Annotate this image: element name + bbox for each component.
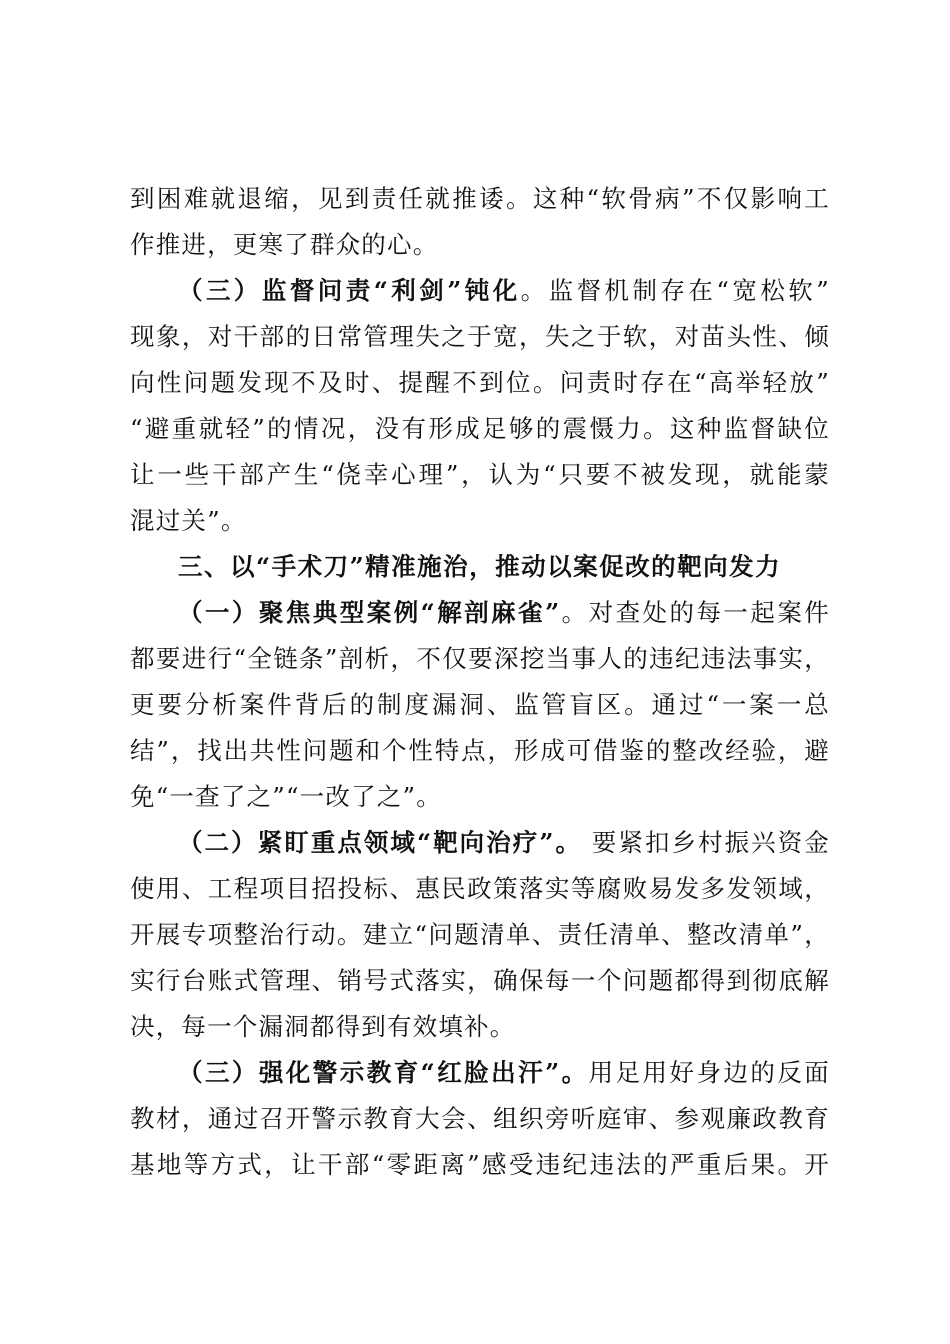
paragraph-line: 结”，找出共性问题和个性特点，形成可借鉴的整改经验，避 [130, 736, 830, 765]
paragraph-line: 开展专项整治行动。建立“问题清单、责任清单、整改清单”， [130, 920, 830, 949]
paragraph-line: 实行台账式管理、销号式落实，确保每一个问题都得到彻底解 [130, 966, 830, 995]
section-3-1-line [178, 598, 830, 628]
paragraph-line: 都要进行“全链条”剖析，不仅要深挖当事人的违纪违法事实， [130, 644, 830, 673]
subheading-continuation-text: 。监督机制存在“宽松软” [520, 276, 830, 305]
paragraph-line: 现象，对干部的日常管理失之于宽，失之于软，对苗头性、倾 [130, 322, 830, 351]
paragraph-line: 基地等方式，让干部“零距离”感受违纪违法的严重后果。开 [130, 1150, 830, 1179]
paragraph-line: 向性问题发现不及时、提醒不到位。问责时存在“高举轻放” [130, 368, 830, 397]
section-3-3b-line [178, 1058, 830, 1088]
paragraph-line: 免“一查了之”“一改了之”。 [130, 782, 442, 811]
paragraph-line: 作推进，更寒了群众的心。 [130, 230, 439, 259]
section-3-3-line [178, 276, 830, 306]
paragraph-line: 决，每一个漏洞都得到有效填补。 [130, 1012, 516, 1041]
subheading-warning-education: （三）强化警示教育“红脸出汗”。 [178, 1058, 589, 1087]
paragraph-line: 使用、工程项目招投标、惠民政策落实等腐败易发多发领域， [130, 874, 830, 903]
subheading-continuation-text: 要紧扣乡村振兴资金 [582, 828, 830, 857]
paragraph-line: 教材，通过召开警示教育大会、组织旁听庭审、参观廉政教育 [130, 1104, 830, 1133]
paragraph-line: 到困难就退缩，见到责任就推诿。这种“软骨病”不仅影响工 [130, 184, 830, 213]
section-heading-3: 三、以“手术刀”精准施治，推动以案促改的靶向发力 [178, 552, 782, 581]
paragraph-line: 混过关”。 [130, 506, 247, 535]
subheading-continuation-text: 用足用好身边的反面 [588, 1058, 830, 1087]
subheading-typical-cases: （一）聚焦典型案例“解剖麻雀” [178, 598, 561, 627]
paragraph-line: 让一些干部产生“侥幸心理”，认为“只要不被发现，就能蒙 [130, 460, 830, 489]
subheading-continuation-text: 。对查处的每一起案件 [560, 598, 831, 627]
subheading-key-areas: （二）紧盯重点领域“靶向治疗”。 [178, 828, 583, 857]
section-3-2-line [178, 828, 830, 858]
paragraph-line: “避重就轻”的情况，没有形成足够的震慑力。这种监督缺位 [130, 414, 830, 443]
paragraph-line: 更要分析案件背后的制度漏洞、监管盲区。通过“一案一总 [130, 690, 830, 719]
subheading-supervision-accountability: （三）监督问责“利剑”钝化 [178, 276, 521, 305]
